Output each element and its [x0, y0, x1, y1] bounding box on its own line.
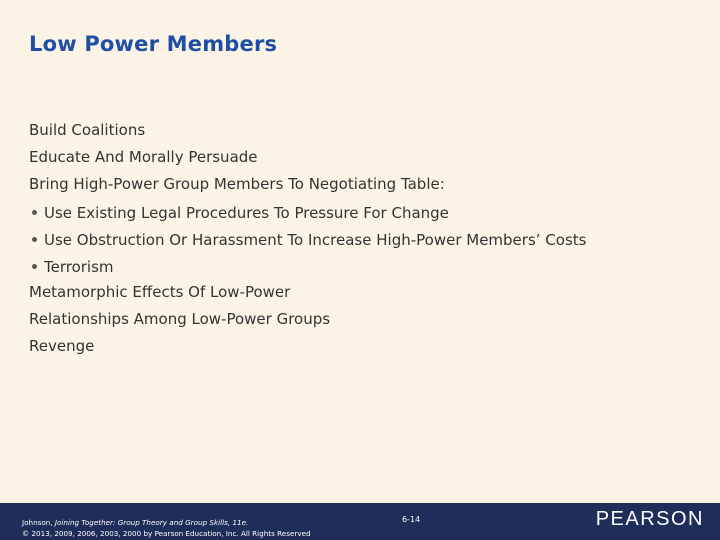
- list-item-text: Relationships Among Low-Power Groups: [29, 310, 331, 328]
- list-item-text: Terrorism: [44, 257, 114, 276]
- footer-bar: [0, 503, 720, 540]
- sub-list-item: [29, 253, 709, 280]
- bullet-icon: [32, 210, 37, 215]
- footer-copyright: © 2013, 2009, 2006, 2003, 2000 by Pearson Education, Inc. All Rights Reserved: [22, 529, 311, 538]
- list-item: [29, 334, 709, 361]
- list-item: [29, 118, 709, 145]
- list-item: [29, 145, 709, 172]
- list-item-text: Use Obstruction Or Harassment To Increase High-Power Members’ Costs: [44, 230, 587, 249]
- list-item-text: Educate And Morally Persuade: [29, 148, 258, 166]
- list-item-text: Use Existing Legal Procedures To Pressure For Change: [44, 203, 449, 222]
- list-item: [29, 307, 709, 334]
- list-item-text: Metamorphic Effects Of Low-Power: [29, 283, 291, 301]
- pearson-logo: PEARSON: [595, 508, 704, 530]
- list-item-text: Revenge: [29, 337, 95, 355]
- footer-citation: [22, 517, 311, 539]
- bullet-icon: [32, 264, 37, 269]
- list-item-text: Build Coalitions: [29, 121, 146, 139]
- footer-author: Johnson,: [22, 518, 55, 527]
- sub-list-item: [29, 199, 709, 226]
- list-item: [29, 280, 709, 307]
- footer-book-title: Joining Together: Group Theory and Group Skills, 11e.: [54, 518, 249, 527]
- slide-title: Low Power Members: [29, 32, 278, 56]
- bullet-icon: [32, 237, 37, 242]
- page-number: 6-14: [402, 515, 421, 524]
- list-item: [29, 172, 709, 199]
- slide-content: [29, 118, 709, 361]
- list-item-text: Bring High-Power Group Members To Negotiating Table:: [29, 175, 445, 193]
- sub-list-item: [29, 226, 709, 253]
